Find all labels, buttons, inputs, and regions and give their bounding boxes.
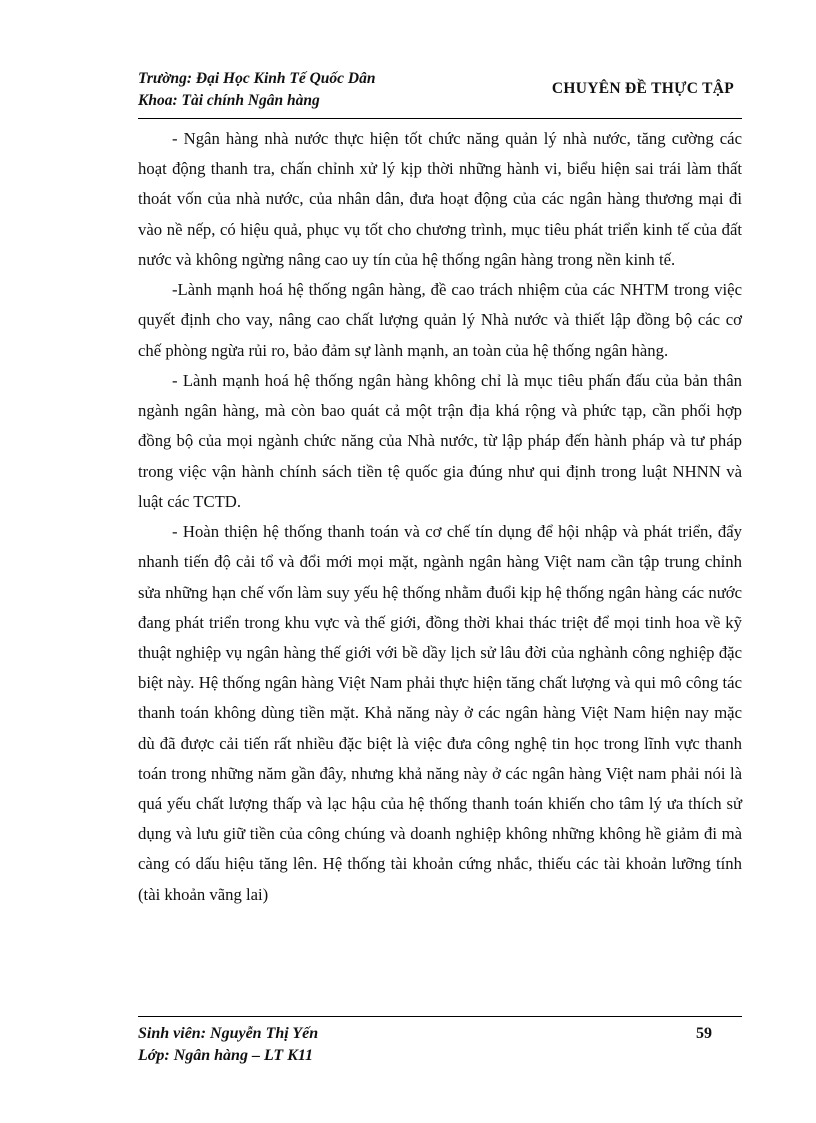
paragraph: - Hoàn thiện hệ thống thanh toán và cơ chế tín dụng để hội nhập và phát triển, đẩy nhanh tiến độ cải tổ và đổi mới mọi mặt, ngành ngân hàng Việt nam cần tập trung chỉnh sửa những hạn chế vốn làm suy yếu hệ thống nhằm đuổi kịp hệ thống ngân hàng các nước đang phát triển trong khu vực và thế giới, đồng thời khai thác triệt để mọi tinh hoa về kỹ thuật nghiệp vụ ngân hàng thế giới với bề dầy lịch sử lâu đời của nghành công nghiệp đặc biệt này. Hệ thống ngân hàng Việt Nam phải thực hiện tăng chất lượng và qui mô công tác thanh toán không dùng tiền mặt. Khả năng này ở các ngân hàng Việt Nam hiện nay mặc dù đã được cải tiến rất nhiều đặc biệt là việc đưa công nghệ tin học trong lĩnh vực thanh toán trong những năm gần đây, nhưng khả năng này ở các ngân hàng Việt nam phải nói là quá yếu chất lượng thấp và lạc hậu của hệ thống thanh toán khiến cho tâm lý ưa thích sử dụng và lưu giữ tiền của công chúng và doanh nghiệp không những không hề giảm đi mà càng có dấu hiệu tăng lên. Hệ thống tài khoản cứng nhắc, thiếu các tài khoản lưỡng tính (tài khoản vãng lai) bbox=[138, 522, 742, 904]
class-name: Lớp: Ngân hàng – LT K11 bbox=[138, 1047, 313, 1064]
footer-left bbox=[138, 1023, 318, 1067]
school-name: Trường: Đại Học Kinh Tế Quốc Dân bbox=[138, 70, 376, 87]
paragraph: - Ngân hàng nhà nước thực hiện tốt chức năng quản lý nhà nước, tăng cường các hoạt động thanh tra, chấn chỉnh xử lý kịp thời những hành vi, biểu hiện sai trái làm thất thoát vốn của nhà nước, của nhân dân, đưa hoạt động của các ngân hàng thương mại đi vào nề nếp, có hiệu quả, phục vụ tốt cho chương trình, mục tiêu phát triển kinh tế của đất nước và không ngừng nâng cao uy tín của hệ thống ngân hàng trong nền kinh tế. bbox=[138, 129, 742, 269]
faculty-name: Khoa: Tài chính Ngân hàng bbox=[138, 92, 320, 109]
page-footer bbox=[138, 1023, 742, 1073]
header-left bbox=[138, 68, 376, 112]
header-rule bbox=[138, 118, 742, 119]
footer-rule bbox=[138, 1016, 742, 1017]
document-type: CHUYÊN ĐỀ THỰC TẬP bbox=[551, 80, 734, 97]
student-name: Sinh viên: Nguyễn Thị Yến bbox=[138, 1025, 319, 1042]
page-header bbox=[138, 68, 742, 120]
body-text bbox=[138, 124, 742, 910]
paragraph: - Lành mạnh hoá hệ thống ngân hàng không chỉ là mục tiêu phấn đấu của bản thân ngành ngân hàng, mà còn bao quát cả một trận địa khá rộng và phức tạp, cần phối hợp đồng bộ của mọi ngành chức năng của Nhà nước, từ lập pháp đến hành pháp và tư pháp trong việc vận hành chính sách tiền tệ quốc gia đúng như qui định trong luật NHNN và luật các TCTD. bbox=[138, 371, 742, 511]
paragraph: -Lành mạnh hoá hệ thống ngân hàng, đề cao trách nhiệm của các NHTM trong việc quyết định cho vay, nâng cao chất lượng quản lý Nhà nước và thiết lập đồng bộ các cơ chế phòng ngừa rủi ro, bảo đảm sự lành mạnh, an toàn của hệ thống ngân hàng. bbox=[138, 280, 742, 360]
page-number: 59 bbox=[696, 1025, 712, 1042]
